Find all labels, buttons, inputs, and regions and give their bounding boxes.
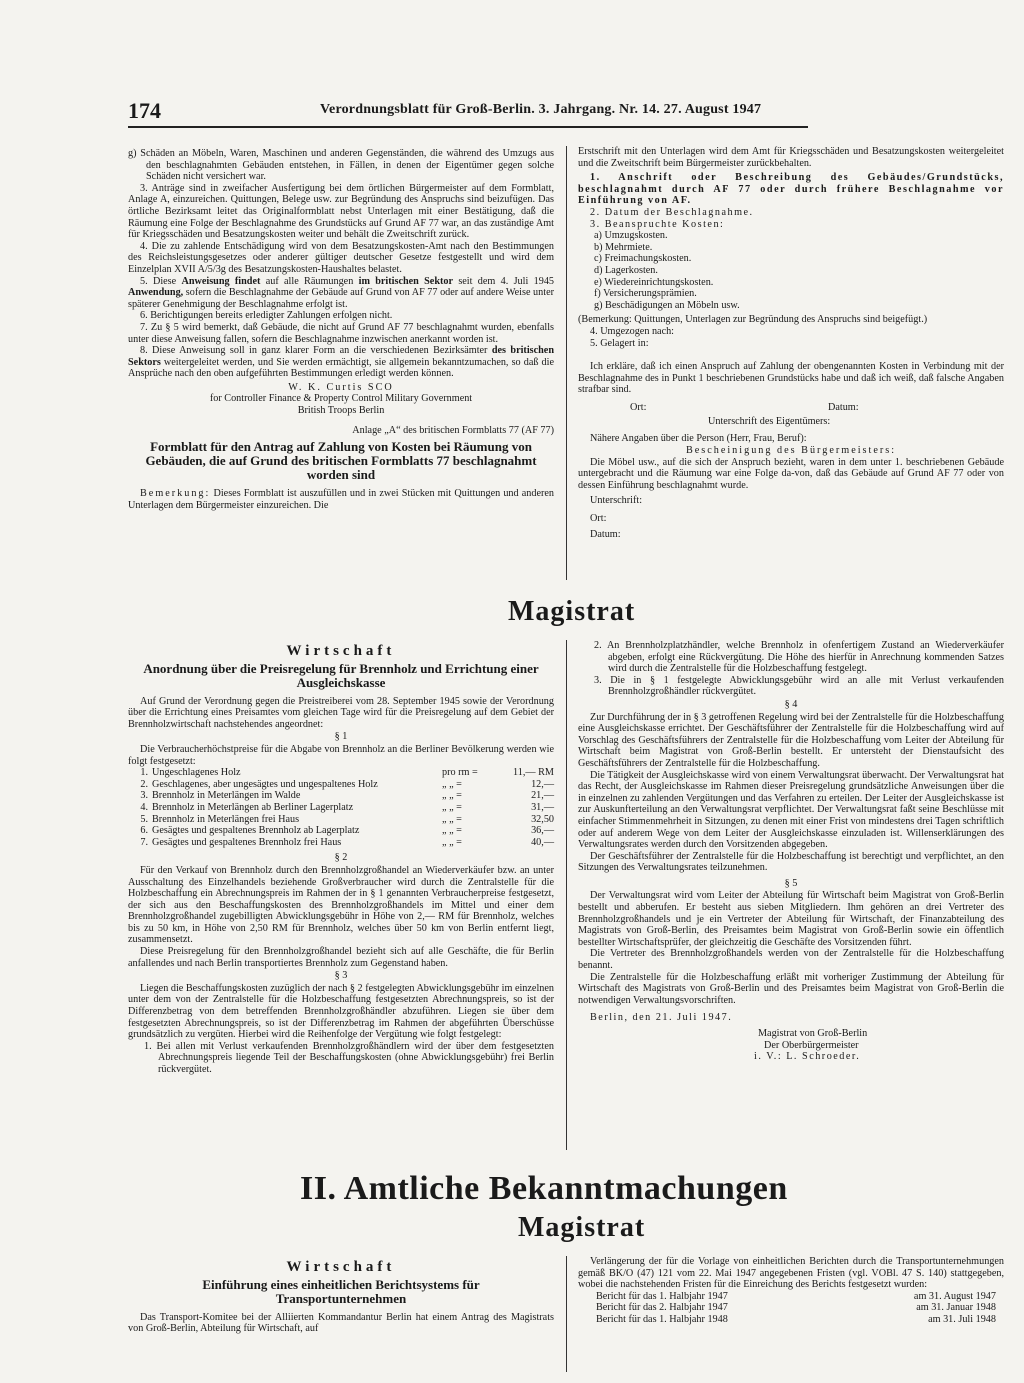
row-date: am 31. Juli 1948: [928, 1313, 996, 1325]
section-heading: Wirtschaft: [286, 643, 396, 659]
row-label: Bericht für das 1. Halbjahr 1947: [596, 1290, 728, 1302]
row-number: 3.: [140, 790, 148, 802]
subitem: b) Mehrmiete.: [594, 241, 653, 253]
subitem-list: [578, 230, 1004, 311]
paragraph: Der Geschäftsführer der Zentralstelle für die Holzbeschaffung ist berechtigt und verpflichtet, an den Sitzungen des Verwaltungsrates teilzunehmen.: [578, 850, 1004, 874]
row-label: Bericht für das 2. Halbjahr 1947: [596, 1302, 728, 1314]
row-unit: pro rm =: [442, 767, 478, 779]
ort-label: Ort:: [590, 513, 607, 525]
top-left-column: [128, 148, 554, 511]
form-title: Formblatt für den Antrag auf Zahlung von Kosten bei Räumung von Gebäuden, die auf Grund des britischen Formblatts 77 beschlagnahmt worden sind: [145, 439, 537, 483]
subitem: a) Umzugskosten.: [594, 230, 668, 242]
section-symbol: § 5: [784, 877, 798, 889]
row-date: am 31. Januar 1948: [916, 1302, 996, 1314]
form-item: 2. Datum der Beschlagnahme.: [590, 206, 754, 218]
paragraph: 7. Zu § 5 wird bemerkt, daß Gebäude, die nicht auf Grund AF 77 beschlagnahmt wurden, ebenfalls unter diese Anweisung fallen, sofern die Beschlagnahme inzwischen anerkannt worden ist.: [128, 321, 554, 345]
row-unit: „ „ =: [442, 813, 462, 825]
bottom-right-column: [578, 1256, 1004, 1326]
table-row: [596, 1314, 996, 1326]
row-name: Brennholz in Meterlängen im Walde: [152, 790, 301, 802]
row-name: Brennholz in Meterlängen ab Berliner Lagerplatz: [152, 801, 354, 813]
text-span: seit dem 4. Juli 1945: [453, 275, 555, 287]
deadline-table: [596, 1291, 996, 1326]
section-symbol: § 1: [334, 731, 348, 743]
row-number: 7.: [140, 836, 148, 848]
paragraph: Diese Preisregelung für den Brennholzgroßhandel bezieht sich auf alle Geschäfte, die für Berlin anfallendes und nach Berlin transportiertes Brennholz zum Gegenstand haben.: [128, 946, 554, 969]
middle-left-column: [128, 643, 554, 1076]
ort-datum-row: [578, 402, 1004, 416]
row-unit: „ „ =: [442, 801, 462, 813]
row-number: 5.: [140, 813, 148, 825]
row-value: 12,—: [531, 778, 554, 790]
top-right-column: [578, 146, 1004, 540]
person-details-label: Nähere Angaben über die Person (Herr, Frau, Beruf):: [590, 433, 807, 445]
middle-right-column: [578, 640, 1004, 1063]
row-number: 2.: [140, 778, 148, 790]
paragraph: 4. Die zu zahlende Entschädigung wird von dem Besatzungskosten-Amt nach den Bestimmungen des Reichsleistungsgesetzes oder anderer gültiger deutscher Gesetze festgestellt und wird dem Einzelplan XVII A/5/3g des Besatzungskosten-Haushaltes belastet.: [128, 240, 554, 275]
paragraph: Auf Grund der Verordnung gegen die Preistreiberei vom 28. September 1945 sowie der Verordnung über die Errichtung eines Preisamtes vom gleichen Tage wird für die Preisregelung auf dem Gebiet der Brennholzwirtschaft nachstehendes angeordnet:: [128, 695, 554, 730]
text-span: sofern die Beschlagnahme der Gebäude auf Grund von AF 77 oder auf andere Weise unter späterer Genehmigung der Beschlagnahme erfolgt ist.: [128, 287, 554, 310]
paragraph: Das Transport-Komitee bei der Alliierten Kommandantur Berlin hat einem Antrag des Magistrats von Groß-Berlin, Abteilung für Wirtschaft, auf: [128, 1311, 554, 1335]
column-divider: [566, 146, 567, 580]
subitem: e) Wiedereinrichtungskosten.: [594, 276, 714, 288]
list-item: 2. An Brennholzplatzhändler, welche Brennholz in ofenfertigem Zustand an Wiederverkäufer abgeben, erfolgt eine Rückvergütung. Die Höhe des hierfür in Anrechnung kommenden Satzes wird durch die Zentralstelle für die Holzbeschaffung festgelegt.: [594, 640, 1004, 675]
row-unit: „ „ =: [442, 825, 462, 837]
section-heading: Wirtschaft: [286, 1259, 396, 1275]
table-row: [128, 825, 554, 837]
subitem: c) Freimachungskosten.: [594, 253, 692, 265]
row-number: 6.: [140, 825, 148, 837]
text-span: Dieses Formblatt ist auszufüllen und in zwei Stücken mit Quittungen und anderen Unterlagen dem Bürgermeister einzureichen. Die: [128, 488, 554, 511]
subitem: g) Beschädigungen an Möbeln usw.: [594, 299, 740, 311]
row-unit: „ „ =: [442, 778, 462, 790]
certification-text: Die Möbel usw., auf die sich der Anspruch bezieht, waren in dem unter 1. beschriebenen Gebäude untergebracht und die Räumung war eine Folge da-von, daß das Gebäude auf Grund AF 77 oder von dessen Einführung beschlagnahmt wurde.: [578, 456, 1004, 491]
date-line: Berlin, den 21. Juli 1947.: [590, 1012, 733, 1024]
row-value: 32,50: [531, 813, 554, 825]
certification-heading: Bescheinigung des Bürgermeisters:: [685, 445, 897, 457]
text-span: 8. Diese Anweisung soll in ganz klarer Form an die verschiedenen Bezirksämter: [140, 345, 492, 357]
bottom-left-column: [128, 1259, 554, 1335]
paragraph: Erstschrift mit den Unterlagen wird dem Amt für Kriegsschäden und Besatzungskosten weitergeleitet und die Zweitschrift beim Bürgermeister zurückbehalten.: [578, 146, 1004, 169]
row-name: Brennholz in Meterlängen frei Haus: [152, 813, 300, 825]
signature-line: British Troops Berlin: [297, 405, 385, 417]
row-name: Geschlagenes, aber ungesägtes und ungespaltenes Holz: [152, 778, 378, 790]
paragraph: 3. Anträge sind in zweifacher Ausfertigung bei dem örtlichen Bürgermeister auf dem Formblatt, Anlage A, einzureichen. Quittungen, Belege usw. zur Begründung des Anspruchs sind beizufügen. Das örtliche Bezirksamt leitet das Originalformblatt nebst Unterlagen mit einer Bestätigung, daß die Räumung eine Folge der Beschlagnahme des Grundstücks auf Grund AF 77 war, an das zuständige Amt für Kriegsschäden und Besatzungskosten weiter und behält die Zweitschrift zurück.: [128, 182, 554, 241]
paragraph: g) Schäden an Möbeln, Waren, Maschinen und anderen Gegenständen, die während des Umzugs aus den beschlagnahmten Gebäuden entstehen, in Fällen, in denen der Eigentümer gegen solche Schäden nicht versichert war.: [128, 148, 554, 183]
column-divider: [566, 640, 567, 1150]
signature-label: Unterschrift:: [590, 495, 643, 507]
row-value: 36,—: [531, 825, 554, 837]
price-table: [128, 767, 554, 848]
text-span: weitergeleitet werden, und Sie werden ermächtigt, sie allgemein bekanntzumachen, so daß die Ansprüche nach den oben aufgeführten Bestimmungen erledigt werden können.: [128, 356, 554, 380]
text-span: des britischen Sektors: [128, 345, 554, 368]
table-row: [596, 1291, 996, 1303]
section-symbol: § 3: [334, 970, 348, 982]
row-name: Ungeschlagenes Holz: [152, 767, 241, 779]
page-header: [128, 98, 808, 128]
paragraph: Verlängerung der für die Vorlage von einheitlichen Berichten durch die Transportunternehmungen gemäß BK/O (47) 121 vom 22. Mai 1947 angegebenen Fristen (vgl. VOBl. 47 S. 140) stattgegeben, wobei die nachstehenden Fristen für die Einreichung des Berichts festgesetzt wurden:: [578, 1256, 1004, 1291]
row-name: Gesägtes und gespaltenes Brennholz ab Lagerplatz: [152, 825, 360, 837]
row-date: am 31. August 1947: [913, 1290, 996, 1302]
table-row: [596, 1302, 996, 1314]
row-value: 40,—: [531, 836, 554, 848]
row-value: 21,—: [531, 790, 554, 802]
paragraph: [128, 276, 554, 311]
form-item: 5. Gelagert in:: [590, 337, 649, 349]
paragraph: Zur Durchführung der in § 3 getroffenen Regelung wird bei der Zentralstelle für die Holzbeschaffung eine Ausgleichskasse errichtet. Der Geschäftsführer der Zentralstelle für die Holzbeschaffung wird auf Vorschlag des Geschäftsführers der Zentralstelle für die Holzbeschaffung vom Leiter der Abteilung für Wirtschaft beim Magistrat von Groß-Berlin bestellt. Er untersteht der Dienstaufsicht des Geschäftsführers der Zentralstelle für die Holzbeschaffung.: [578, 711, 1004, 769]
section-ii-heading: II. Amtliche Bekanntmachungen: [300, 1170, 788, 1207]
row-number: 4.: [140, 801, 148, 813]
text-span: 5. Diese: [140, 275, 182, 287]
paragraph: Die Zentralstelle für die Holzbeschaffung erläßt mit vorheriger Zustimmung der Abteilung für Wirtschaft des Magistrats von Groß-Berlin und des Preisamtes beim Magistrat von Groß-Berlin die notwendigen Verwaltungsvorschriften.: [578, 971, 1004, 1006]
table-row: [128, 814, 554, 826]
table-row: [128, 779, 554, 791]
row-value: 31,—: [531, 801, 554, 813]
text-span: Anwendung,: [128, 287, 184, 299]
text-span: im britischen Sektor: [358, 275, 453, 287]
declaration: Ich erkläre, daß ich einen Anspruch auf Zahlung der obengenannten Kosten in Verbindung mit der Beschlagnahme des in Punkt 1 beschriebenen Grundstücks habe und daß ich weiß, daß falsche Angaben strafbar sind.: [578, 361, 1004, 396]
row-label: Bericht für das 1. Halbjahr 1948: [596, 1313, 728, 1325]
section-symbol: § 4: [784, 698, 798, 710]
form-item: 3. Beanspruchte Kosten:: [590, 218, 725, 230]
text-span: auf alle Räumungen: [260, 275, 359, 287]
datum-label: Datum:: [590, 528, 621, 540]
paragraph: Die Tätigkeit der Ausgleichskasse wird von einem Verwaltungsrat überwacht. Der Verwaltungsrat hat das Recht, der Ausgleichskasse im Rahmen dieser Preisregelung grundsätzliche Anweisungen über die in einzelnen zu zahlenden Vergütungen und das Verfahren zu erteilen. Der Leiter der Ausgleichskasse ist zur Auskunfterteilung an den Verwaltungsrat verpflichtet. Der Verwaltungsrat faßt seine Beschlüsse mit einfacher Stimmenmehrheit in Sitzungen, zu denen mit einer Frist von mindestens drei Tagen schriftlich oder auf anderem Wege von dem Leiter der Ausgleichskasse einzuladen ist. Willenserklärungen des Verwaltungsrates werden durch den Vorsitzenden abgegeben.: [578, 769, 1004, 851]
paragraph: Die Verbraucherhöchstpreise für die Abgabe von Brennholz an die Berliner Bevölkerung werden wie folgt festgesetzt:: [128, 743, 554, 767]
paragraph: Für den Verkauf von Brennholz durch den Brennholzgroßhandel an Wiederverkäufer bzw. an unter Ausschaltung des Einzelhandels beziehende Großverbraucher wird durch die Zentralstelle für die Holzbeschaffung ein Abrechnungspreis im Rahmen der in § 1 genannten Verbraucherpreise festgesetzt, der sich aus den Beschaffungskosten des Brennholzgroßhandels im Mittel und einer dem Brennholzgroßhandel zugebilligten Abwicklungsgebühr in Höhe von 2,— RM für Brennholz, welches bis zu 50 km, in Höhe von 2,50 RM für Brennholz, welches über 50 km von Berlin entfernt liegt, zusammensetzt.: [128, 864, 554, 946]
paragraph: Liegen die Beschaffungskosten zuzüglich der nach § 2 festgelegten Abwicklungsgebühr im einzelnen unter dem von der Zentralstelle für die Holzbeschaffung festgesetzten Abrechnungspreis, so ist der Differenzbetrag von dem betreffenden Brennholzgroßhändler abzuführen. Liegen sie über dem festgesetzten Abrechnungspreis, so ist der Differenzbetrag im Rahmen der abgeführten Überschüsse grundsätzlich zu vergüten. Hierbei wird die Reihenfolge der Vergütung wie folgt festgelegt:: [128, 982, 554, 1041]
table-row: [128, 802, 554, 814]
table-row: [128, 767, 554, 779]
subitem: d) Lagerkosten.: [594, 264, 658, 276]
header-title: Verordnungsblatt für Groß-Berlin. 3. Jahrgang. Nr. 14. 27. August 1947: [320, 102, 762, 117]
row-unit: „ „ =: [442, 790, 462, 802]
paragraph: [128, 488, 554, 511]
table-row: [128, 790, 554, 802]
list-item: 3. Die in § 1 festgelegte Abwicklungsgebühr wird an alle mit Verlust verkaufenden Brennholzgroßhändler rückvergütet.: [594, 674, 1004, 698]
magistrat-heading: Magistrat: [508, 596, 636, 627]
signature-name: i. V.: L. Schroeder.: [754, 1051, 861, 1063]
paragraph: Die Vertreter des Brennholzgroßhandels werden von der Zentralstelle für die Holzbeschaffung benannt.: [578, 948, 1004, 972]
row-number: 1.: [140, 767, 148, 779]
signature-line: Der Oberbürgermeister: [764, 1039, 859, 1051]
signature-line: for Controller Finance & Property Control Military Government: [209, 393, 473, 405]
list-item: 1. Bei allen mit Verlust verkaufenden Brennholzgroßhändlern wird der über dem festgesetzten Abrechnungspreis liegende Teil der Beschaffungskosten (ohne Abwicklungsgebühr) frei Berlin rückvergütet.: [144, 1040, 554, 1075]
anlage-line: Anlage „A“ des britischen Formblatts 77 (AF 77): [352, 424, 554, 436]
text-span: Anweisung findet: [181, 275, 261, 287]
paragraph: [128, 345, 554, 380]
section-symbol: § 2: [334, 852, 348, 864]
datum-label: Datum:: [828, 401, 859, 413]
form-item: 4. Umgezogen nach:: [590, 325, 675, 337]
ort-label: Ort:: [630, 401, 647, 413]
ordinance-title: Anordnung über die Preisregelung für Brennholz und Errichtung einer Ausgleichskasse: [143, 660, 539, 690]
signature-name: W. K. Curtis SCO: [288, 381, 394, 393]
paragraph: 6. Berichtigungen bereits erledigter Zahlungen erfolgen nicht.: [140, 310, 393, 322]
page-number: 174: [128, 98, 161, 123]
subitem: f) Versicherungsprämien.: [594, 288, 697, 300]
form-item: 1. Anschrift oder Beschreibung des Gebäudes/Grundstücks, beschlagnahmt durch AF 77 oder durch frühere Beschlagnahme vor Einführung von AF.: [578, 172, 1004, 207]
row-value: 11,— RM: [513, 767, 554, 779]
text-span: Bemerkung:: [140, 488, 211, 500]
remark: (Bemerkung: Quittungen, Unterlagen zur Begründung des Anspruchs sind beigefügt.): [578, 314, 928, 326]
row-name: Gesägtes und gespaltenes Brennholz frei Haus: [152, 836, 342, 848]
notice-title: Einführung eines einheitlichen Berichtsystems für Transportunternehmen: [202, 1276, 480, 1306]
column-divider: [566, 1256, 567, 1372]
magistrat-heading: Magistrat: [518, 1212, 646, 1243]
paragraph: Der Verwaltungsrat wird vom Leiter der Abteilung für Wirtschaft beim Magistrat von Groß-Berlin bestellt und abberufen. Er besteht aus sieben Mitgliedern. Ihm gehören an drei Vertreter des Brennholzgroßhandels und je ein Vertreter der Abteilung für Wirtschaft, der Finanzabteilung des Magistrats von Groß-Berlin, des Preisamtes beim Magistrat von Groß-Berlin sowie ein öffentlich bestellter Wirtschaftsprüfer, der gleichzeitig die Geschäfte des Vorsitzenden führt.: [578, 890, 1004, 948]
row-unit: „ „ =: [442, 836, 462, 848]
table-row: [128, 837, 554, 849]
signature-line: Magistrat von Groß-Berlin: [758, 1028, 868, 1039]
owner-signature-label: Unterschrift des Eigentümers:: [708, 415, 831, 427]
